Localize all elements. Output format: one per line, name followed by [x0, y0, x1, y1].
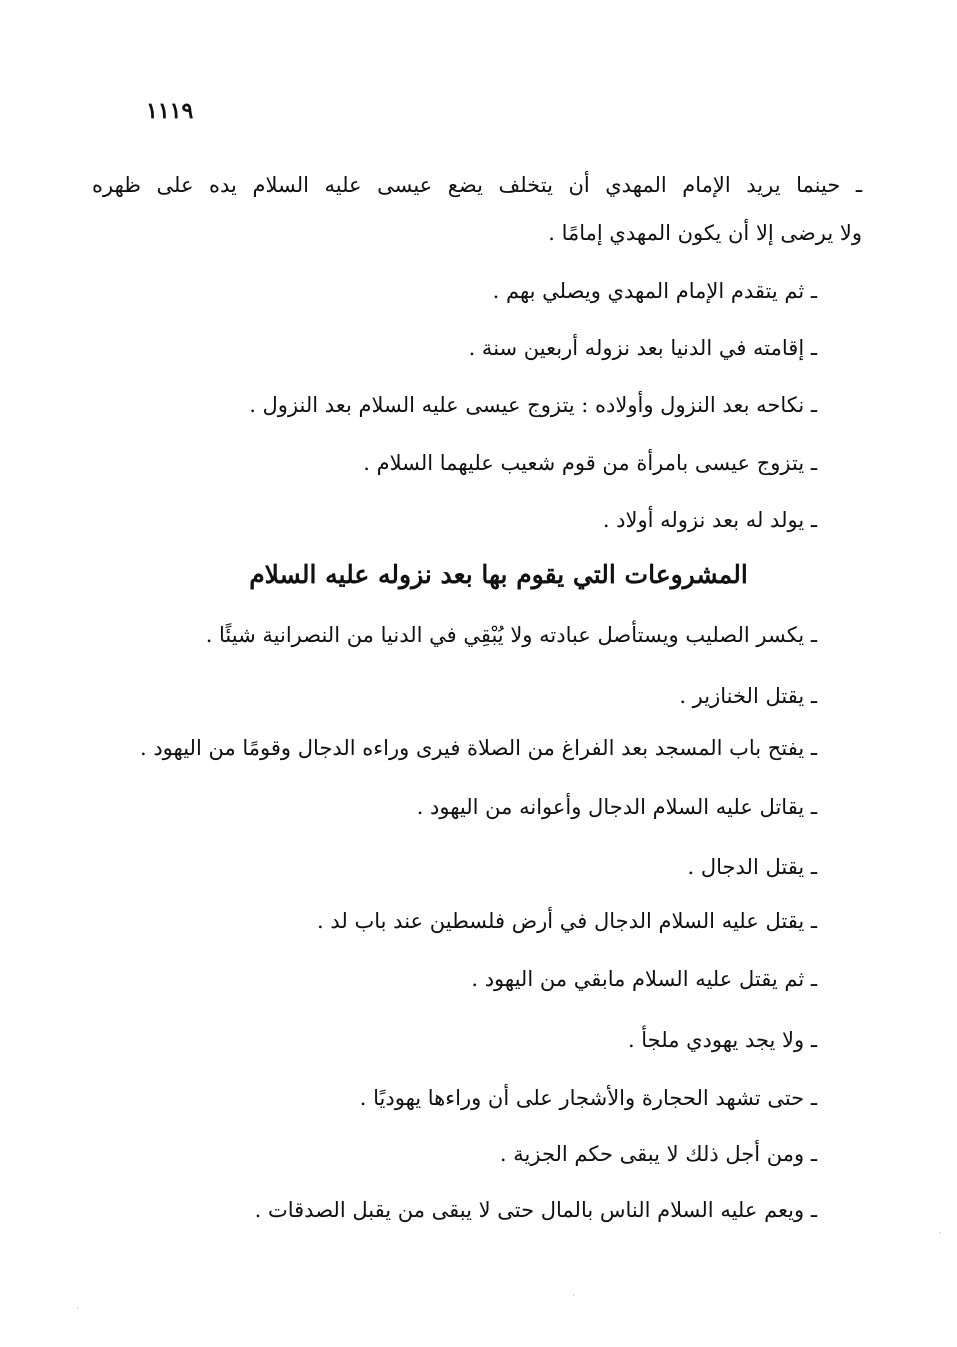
text-line: ـ يتزوج عيسى بامرأة من قوم شعيب عليهما السلام .	[363, 451, 817, 475]
text-line: ـ يكسر الصليب ويستأصل عبادته ولا يُبْقِي في الدنيا من النصرانية شيئًا .	[205, 623, 817, 647]
text-line: ـ يقتل عليه السلام الدجال في أرض فلسطين عند باب لد .	[317, 909, 817, 933]
text-line: ـ حينما يريد الإمام المهدي أن يتخلف يضع عيسى عليه السلام يده على ظهره	[92, 173, 862, 197]
scan-speck	[940, 1232, 941, 1233]
text-line: ـ ولا يجد يهودي ملجأ .	[627, 1028, 817, 1052]
text-line: ـ نكاحه بعد النزول وأولاده : يتزوج عيسى عليه السلام بعد النزول .	[249, 393, 817, 417]
page-number: ١١١٩	[146, 98, 194, 124]
text-line: ـ يقتل الخنازير .	[679, 684, 817, 708]
text-line: ـ يولد له بعد نزوله أولاد .	[602, 508, 817, 532]
text-line: ـ حتى تشهد الحجارة والأشجار على أن وراءها يهوديًا .	[359, 1086, 817, 1110]
scan-speck	[77, 1307, 78, 1308]
text-line: ـ ومن أجل ذلك لا يبقى حكم الجزية .	[499, 1142, 817, 1166]
text-line: ـ يفتح باب المسجد بعد الفراغ من الصلاة فيرى وراءه الدجال وقومًا من اليهود .	[139, 736, 817, 760]
text-line: ولا يرضى إلا أن يكون المهدي إمامًا .	[548, 221, 862, 245]
text-line: ـ يقتل الدجال .	[687, 855, 817, 879]
text-line: ـ ثم يقتل عليه السلام مابقي من اليهود .	[471, 967, 817, 991]
text-line: ـ ويعم عليه السلام الناس بالمال حتى لا يبقى من يقبل الصدقات .	[254, 1198, 817, 1222]
text-line: ـ إقامته في الدنيا بعد نزوله أربعين سنة .	[468, 336, 817, 360]
scan-speck	[573, 1295, 574, 1296]
section-heading: المشروعات التي يقوم بها بعد نزوله عليه السلام	[249, 560, 748, 589]
text-line: ـ ثم يتقدم الإمام المهدي ويصلي بهم .	[492, 279, 817, 303]
text-line: ـ يقاتل عليه السلام الدجال وأعوانه من اليهود .	[416, 795, 817, 819]
